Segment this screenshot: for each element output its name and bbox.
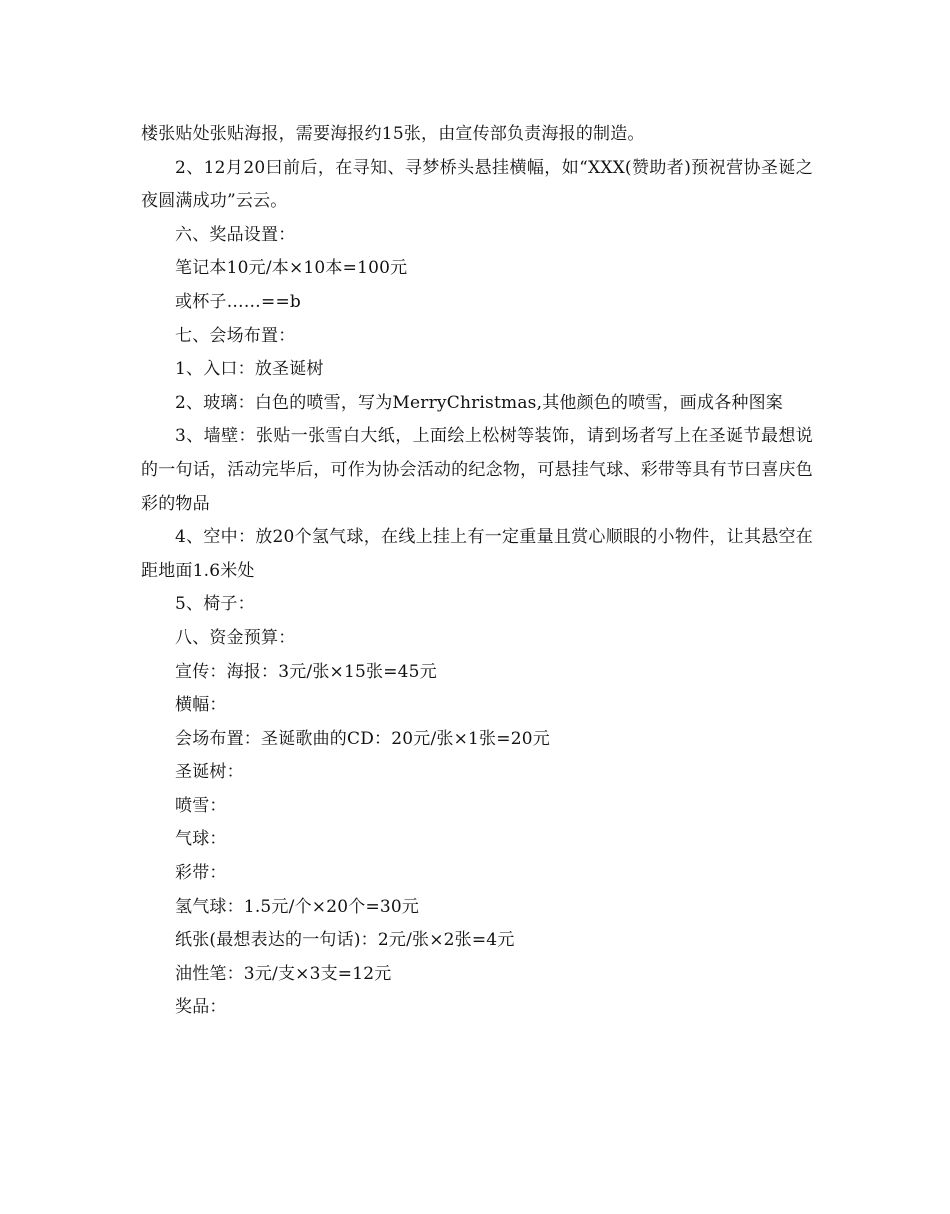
budget-item-paper: 纸张(最想表达的一句话)：2元/张×2张=4元 (175, 930, 515, 951)
paragraph-banner: 2、12月20曰前后，在寻知、寻梦桥头悬挂横幅，如“XXX(赞助者)预祝营协圣诞之夜圆满成功”云云。 (141, 157, 813, 212)
budget-item-hydrogen-balloons: 氢气球：1.5元/个×20个=30元 (175, 896, 420, 917)
paragraph-cup-prize: 或杯子……==b (175, 291, 301, 312)
budget-item-publicity: 宣传：海报：3元/张×15张=45元 (175, 661, 437, 682)
paragraph-wall: 3、墙壁：张贴一张雪白大纸，上面绘上松树等装饰，请到场者写上在圣诞节最想说的一句话，活动完毕后，可作为协会活动的纪念物，可悬挂气球、彩带等具有节曰喜庆色彩的物品 (141, 426, 813, 514)
paragraph-notebook-prize: 笔记本10元/本×10本=100元 (175, 258, 408, 279)
budget-item-christmas-tree: 圣诞树： (175, 762, 244, 783)
paragraph-chairs: 5、椅子： (175, 594, 255, 615)
paragraph-entrance: 1、入口：放圣诞树 (175, 359, 324, 380)
budget-item-spray-snow: 喷雪： (175, 795, 227, 816)
paragraph-air: 4、空中：放20个氢气球，在线上挂上有一定重量且赏心顺眼的小物件，让其悬空在距地面1.6米处 (141, 527, 813, 581)
budget-item-markers: 油性笔：3元/支×3支=12元 (175, 963, 392, 984)
paragraph-glass: 2、玻璃：白色的喷雪，写为MerryChristmas,其他颜色的喷雪，画成各种图案 (175, 392, 783, 413)
budget-item-venue-cd: 会场布置：圣诞歌曲的CD：20元/张×1张=20元 (175, 728, 550, 749)
heading-prize-setup: 六、奖品设置： (175, 224, 296, 245)
heading-budget: 八、资金预算： (175, 627, 296, 648)
budget-item-ribbons: 彩带： (175, 863, 227, 884)
budget-item-prizes: 奖品： (175, 997, 227, 1018)
budget-item-balloons: 气球： (175, 829, 227, 850)
paragraph-poster-location: 楼张贴处张贴海报，需要海报约15张，由宣传部负责海报的制造。 (141, 124, 645, 144)
document-body (141, 118, 813, 1025)
heading-venue-layout: 七、会场布置： (175, 325, 296, 346)
budget-item-banner: 横幅： (175, 695, 227, 716)
